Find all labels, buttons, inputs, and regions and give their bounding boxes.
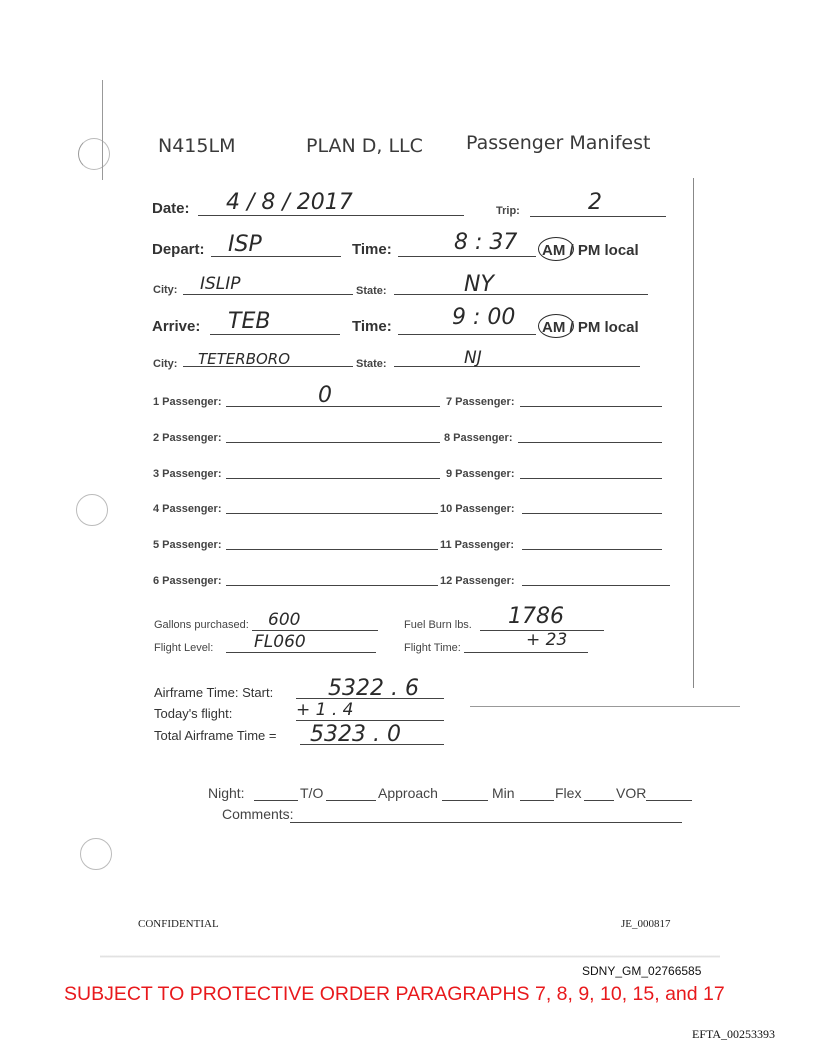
passenger-2-label: 2 Passenger:	[153, 432, 222, 444]
depart-value: ISP	[228, 232, 262, 257]
company-name: PLAN D, LLC	[306, 135, 423, 157]
todays-flight-value: + 1 . 4	[296, 700, 354, 720]
gallons-purchased-label: Gallons purchased:	[154, 619, 249, 631]
trip-line	[530, 216, 666, 217]
arrive-time-value: 9 : 00	[452, 305, 516, 330]
comments-line	[290, 822, 682, 823]
passenger-4-label: 4 Passenger:	[153, 503, 222, 515]
depart-city-line	[183, 294, 353, 295]
passenger-9-line	[520, 478, 662, 479]
passenger-12-line	[522, 585, 670, 586]
flex-line	[584, 800, 614, 801]
total-airframe-value: 5323 . 0	[310, 722, 401, 747]
passenger-4-line	[226, 513, 438, 514]
passenger-6-line	[226, 585, 438, 586]
trip-label: Trip:	[496, 205, 520, 217]
min-label: Min	[492, 785, 515, 801]
arrive-line	[210, 334, 340, 335]
arrive-time-label: Time:	[352, 318, 392, 335]
form-title: Passenger Manifest	[466, 132, 651, 154]
depart-time-label: Time:	[352, 241, 392, 258]
to-label: T/O	[300, 785, 324, 801]
depart-city-value: ISLIP	[200, 274, 241, 294]
to-line	[326, 800, 376, 801]
binder-hole-middle	[76, 494, 108, 526]
passenger-3-line	[226, 478, 440, 479]
passenger-5-line	[226, 549, 438, 550]
binder-hole-bottom	[80, 838, 112, 870]
vor-line	[646, 800, 692, 801]
passenger-7-label: 7 Passenger:	[446, 396, 515, 408]
flight-time-line	[464, 652, 588, 653]
scan-edge-line	[102, 80, 103, 180]
je-number: JE_000817	[621, 918, 671, 930]
scan-stroke	[470, 706, 740, 707]
flight-level-value: FL060	[254, 632, 306, 652]
date-label: Date:	[152, 200, 190, 217]
date-line	[198, 215, 464, 216]
total-airframe-label: Total Airframe Time =	[154, 728, 277, 743]
passenger-11-line	[522, 549, 662, 550]
passenger-7-line	[520, 406, 662, 407]
arrive-time-line	[398, 334, 536, 335]
passenger-12-label: 12 Passenger:	[440, 575, 515, 587]
arrive-state-line	[394, 366, 640, 367]
arrive-ampm-label: AM / PM local	[542, 319, 639, 336]
airframe-start-label: Airframe Time: Start:	[154, 685, 274, 700]
passenger-3-label: 3 Passenger:	[153, 468, 222, 480]
depart-city-label: City:	[153, 284, 178, 296]
depart-state-value: NY	[464, 272, 494, 297]
arrive-label: Arrive:	[152, 318, 201, 335]
passenger-1-label: 1 Passenger:	[153, 396, 222, 408]
fuel-burn-value: 1786	[508, 604, 564, 629]
passenger-9-label: 9 Passenger:	[446, 468, 515, 480]
flight-time-value: + 23	[526, 630, 568, 650]
passenger-8-line	[518, 442, 662, 443]
fuel-burn-label: Fuel Burn lbs.	[404, 619, 472, 631]
form-right-border	[693, 178, 694, 688]
efta-number: EFTA_00253393	[692, 1027, 776, 1041]
binder-hole-top	[78, 138, 110, 170]
depart-label: Depart:	[152, 241, 205, 258]
approach-label: Approach	[378, 785, 438, 801]
passenger-1-value: 0	[318, 383, 332, 408]
tail-number: N415LM	[158, 135, 236, 157]
vor-label: VOR	[616, 785, 647, 801]
trip-value: 2	[588, 190, 602, 215]
gallons-purchased-line	[252, 630, 378, 631]
flight-level-line	[226, 652, 376, 653]
min-line	[520, 800, 554, 801]
passenger-10-line	[522, 513, 662, 514]
passenger-1-line	[226, 406, 440, 407]
flight-level-label: Flight Level:	[154, 642, 214, 654]
night-label: Night:	[208, 785, 245, 801]
depart-time-value: 8 : 37	[454, 230, 518, 255]
passenger-8-label: 8 Passenger:	[444, 432, 513, 444]
night-line	[254, 800, 298, 801]
scan-bottom-edge	[100, 955, 720, 958]
airframe-start-value: 5322 . 6	[328, 676, 419, 701]
date-value: 4 / 8 / 2017	[226, 190, 353, 215]
depart-state-label: State:	[356, 285, 387, 297]
passenger-10-label: 10 Passenger:	[440, 503, 515, 515]
depart-ampm-label: AM / PM local	[542, 242, 639, 259]
confidential-label: CONFIDENTIAL	[138, 918, 219, 930]
comments-label: Comments:	[222, 806, 294, 822]
depart-time-line	[398, 256, 536, 257]
arrive-city-label: City:	[153, 358, 178, 370]
passenger-5-label: 5 Passenger:	[153, 539, 222, 551]
bates-number: SDNY_GM_02766585	[582, 964, 702, 978]
todays-flight-line	[296, 720, 444, 721]
flex-label: Flex	[555, 785, 582, 801]
passenger-6-label: 6 Passenger:	[153, 575, 222, 587]
arrive-city-value: TETERBORO	[198, 350, 291, 368]
gallons-purchased-value: 600	[268, 610, 301, 630]
approach-line	[442, 800, 488, 801]
passenger-11-label: 11 Passenger:	[440, 539, 514, 551]
depart-state-line	[394, 294, 648, 295]
arrive-state-label: State:	[356, 358, 387, 370]
passenger-2-line	[226, 442, 440, 443]
arrive-value: TEB	[228, 309, 271, 334]
protective-order-notice: SUBJECT TO PROTECTIVE ORDER PARAGRAPHS 7, 8, 9, 10, 15, and 17	[64, 983, 725, 1005]
todays-flight-label: Today's flight:	[154, 706, 233, 721]
flight-time-label: Flight Time:	[404, 642, 461, 654]
arrive-state-value: NJ	[464, 348, 482, 368]
